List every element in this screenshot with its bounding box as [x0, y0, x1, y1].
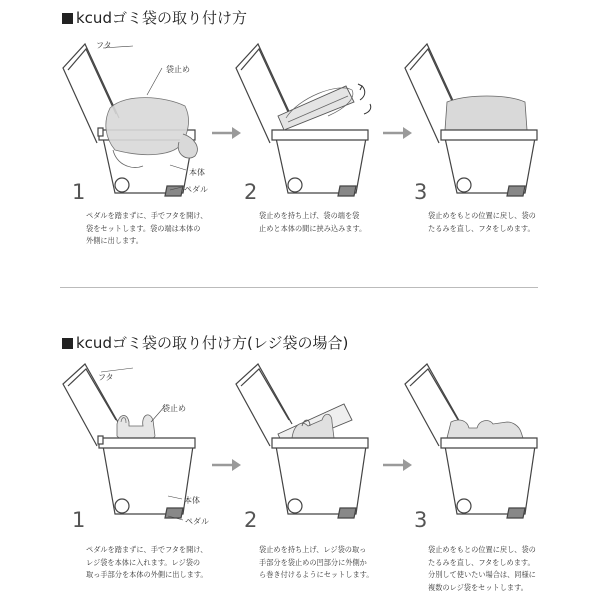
label-bag-stopper: 袋止め — [162, 404, 186, 413]
step-number: 1 — [72, 508, 86, 532]
rotate-arrow-icon — [358, 84, 371, 114]
section-title: kcudゴミ袋の取り付け方 — [62, 7, 247, 28]
step-caption: 袋止めを持ち上げ、袋の端を袋 止めと本体の間に挟み込みます。 — [259, 211, 367, 233]
step-number: 3 — [414, 180, 428, 204]
label-bag-stopper: 袋止め — [166, 65, 190, 74]
label-body: 本体 — [189, 168, 205, 177]
step-number: 2 — [244, 180, 258, 204]
step-caption: 袋止めを持ち上げ、レジ袋の取っ 手部分を袋止めの凹部分に外側か ら巻き付けるようにセットします。 — [259, 545, 374, 579]
step-caption: ペダルを踏まずに、手でフタを開け、 レジ袋を本体に入れます。レジ袋の 取っ手部分を本体の外側に出します。 — [86, 545, 208, 579]
label-pedal: ペダル — [185, 517, 209, 526]
label-lid: フタ — [96, 41, 112, 50]
label-lid: フタ — [98, 373, 114, 382]
section-standard-bag — [0, 0, 600, 287]
step-number: 3 — [414, 508, 428, 532]
step3-illustration — [397, 38, 547, 198]
label-pedal: ペダル — [184, 185, 208, 194]
step2-illustration — [228, 366, 378, 526]
step3-illustration — [397, 366, 547, 526]
section-shopping-bag — [0, 288, 600, 600]
step-caption: 袋止めをもとの位置に戻し、袋の たるみを直し、フタをしめます。 — [428, 211, 536, 233]
step-caption: 袋止めをもとの位置に戻し、袋の たるみを直し、フタをしめます。 分別して使いたい場合は、同様に 複数のレジ袋をセットします。 — [428, 545, 536, 592]
step-caption: ペダルを踏まずに、手でフタを開け、 袋をセットします。袋の端は本体の 外側に出します。 — [86, 211, 208, 245]
step2-illustration — [228, 38, 378, 198]
label-body: 本体 — [184, 496, 200, 505]
step-number: 1 — [72, 180, 86, 204]
step-number: 2 — [244, 508, 258, 532]
section-title: kcudゴミ袋の取り付け方(レジ袋の場合) — [62, 332, 348, 353]
